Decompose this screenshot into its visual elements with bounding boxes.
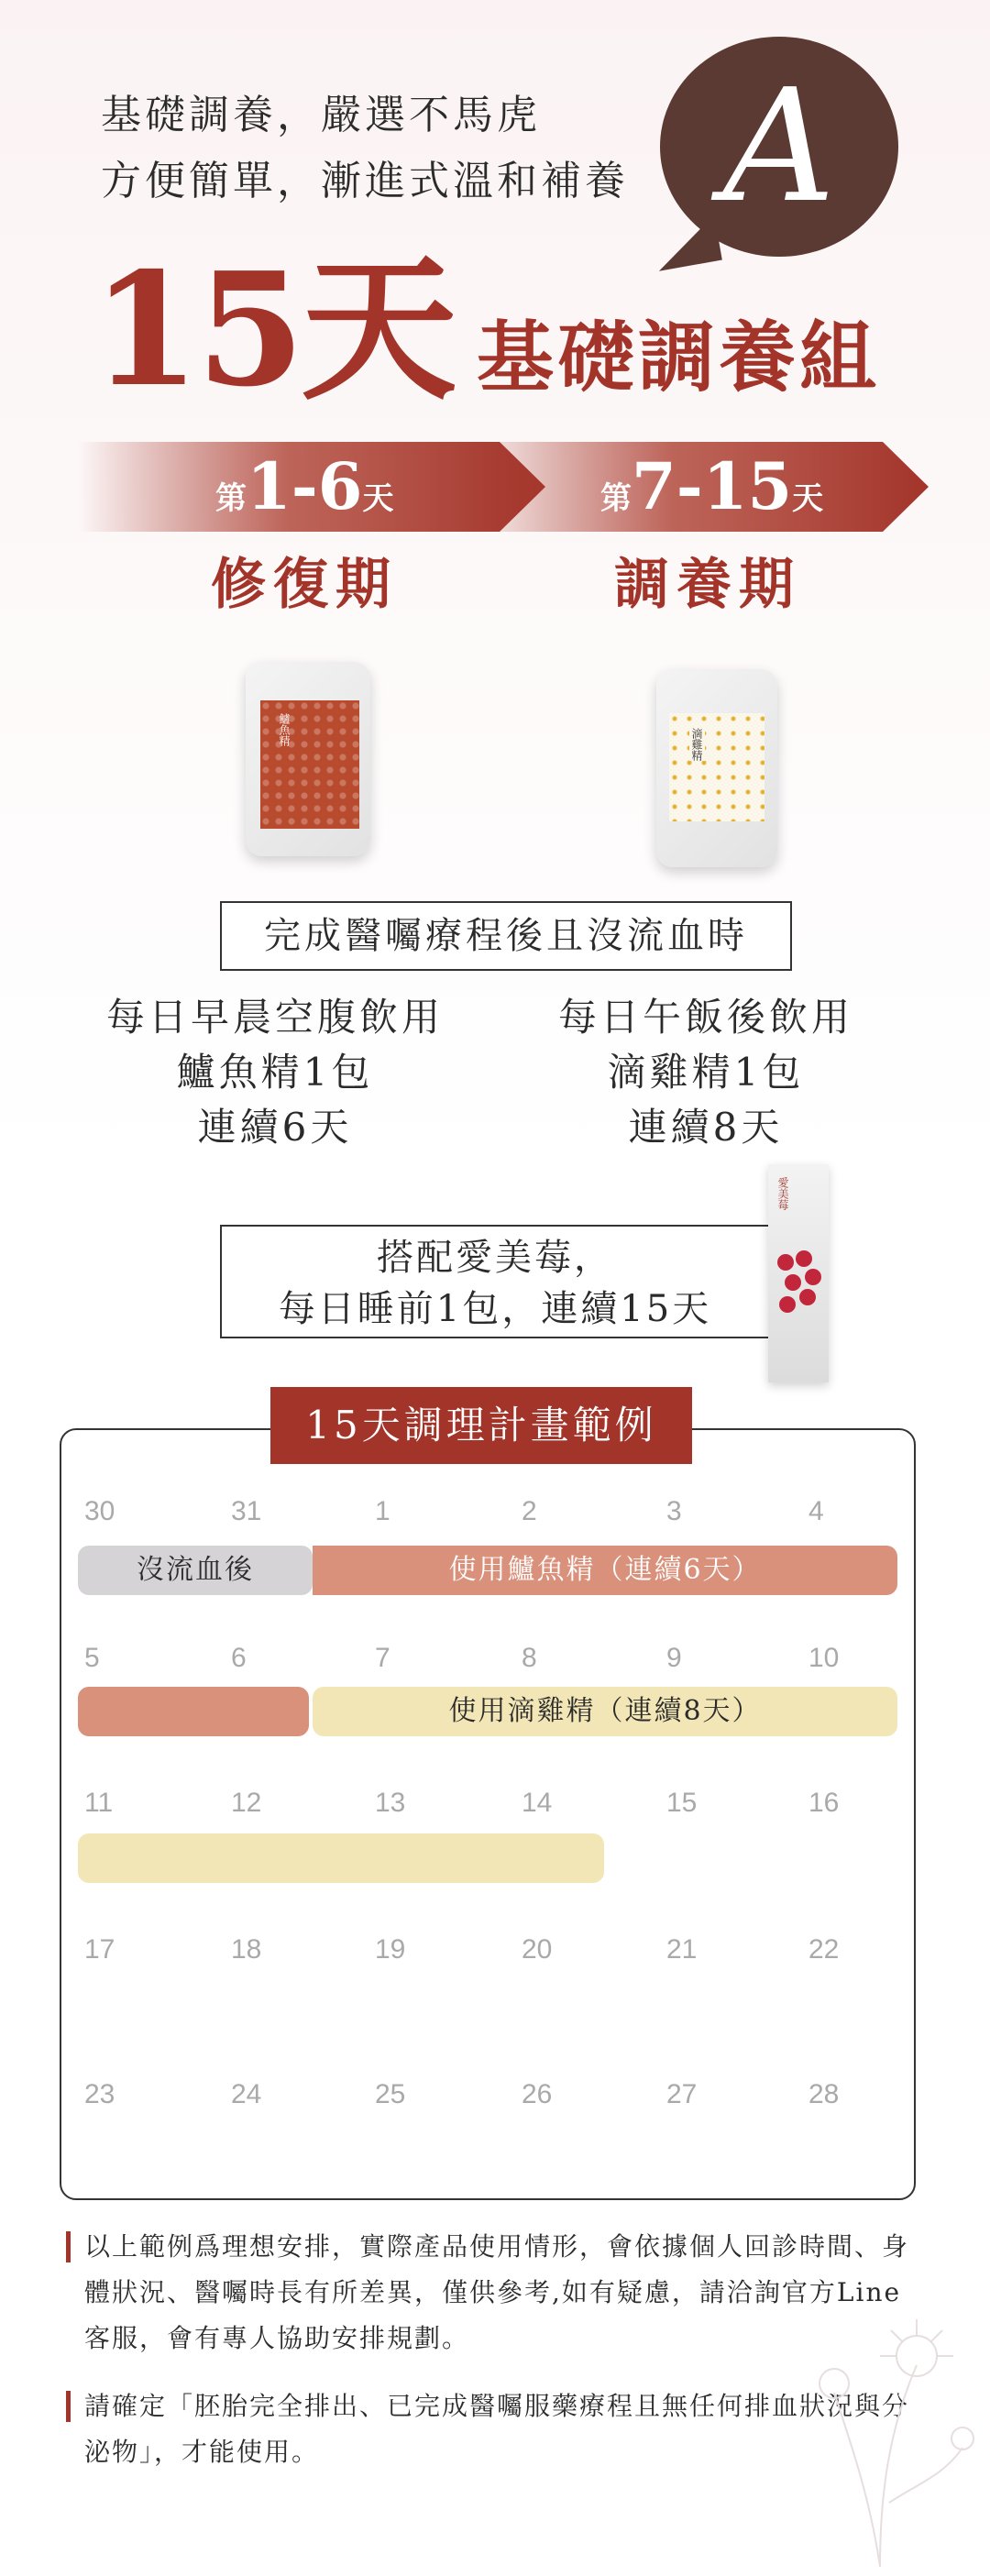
instruction-chicken: 每日午飯後飲用 滴雞精1包 連續8天: [557, 995, 853, 1150]
pouch-label: 滴雞精: [669, 713, 764, 821]
day-number: 25: [375, 2079, 406, 2109]
day-number: 8: [522, 1643, 537, 1673]
day-number: 13: [375, 1788, 406, 1818]
day-number: 17: [84, 1934, 116, 1965]
stick-label: 愛美莓: [776, 1177, 789, 1210]
bar-fish-essence: 使用鱸魚精（連續6天）: [313, 1546, 897, 1595]
day-number: 31: [231, 1496, 262, 1526]
intro-line-2: 方便簡單，漸進式溫和補養: [101, 158, 629, 204]
day-number: 20: [522, 1934, 553, 1965]
title-days: 15天: [92, 238, 454, 422]
day-number: 18: [231, 1934, 262, 1965]
note-usage-condition: 請確定「胚胎完全排出、已完成醫囑服藥療程且無任何排血狀況與分泌物」，才能使用。: [66, 2383, 928, 2475]
day-number: 2: [522, 1496, 537, 1526]
day-number: 4: [808, 1496, 824, 1526]
day-number: 21: [666, 1934, 698, 1965]
day-number: 19: [375, 1934, 406, 1965]
day-number: 14: [522, 1788, 553, 1818]
berry-stick-pack-image: [768, 1164, 829, 1382]
bar-chicken-essence-cont: [78, 1833, 604, 1883]
badge-speech-bubble: [660, 37, 898, 257]
flower-sketch-decoration: [779, 2264, 981, 2567]
day-number: 23: [84, 2079, 116, 2109]
day-number: 3: [666, 1496, 682, 1526]
note-accent-bar: [66, 2231, 71, 2262]
phase-2-name: 調養期: [614, 553, 801, 617]
day-number: 27: [666, 2079, 698, 2109]
note-accent-bar: [66, 2391, 71, 2422]
day-number: 16: [808, 1788, 840, 1818]
chicken-essence-pouch-image: [656, 669, 777, 867]
day-number: 1: [375, 1496, 390, 1526]
title-set-name: 基礎調養組: [477, 312, 881, 402]
fish-essence-pouch-image: [246, 662, 370, 856]
day-number: 22: [808, 1934, 840, 1965]
intro-line-1: 基礎調養，嚴選不馬虎: [101, 92, 541, 138]
condition-box: 完成醫囑療程後且沒流血時: [220, 901, 792, 971]
badge-letter: A: [722, 56, 836, 237]
intro-text: [101, 83, 629, 215]
day-number: 9: [666, 1643, 682, 1673]
day-number: 10: [808, 1643, 840, 1673]
phase-1-name: 修復期: [211, 553, 398, 617]
bar-fish-essence-cont: [78, 1687, 309, 1736]
calendar-title: 15天調理計畫範例: [270, 1387, 692, 1464]
day-number: 15: [666, 1788, 698, 1818]
phase-arrow-2: [463, 442, 929, 532]
plan-calendar: [60, 1428, 916, 2200]
day-number: 30: [84, 1496, 116, 1526]
berries-icon: [774, 1249, 823, 1318]
day-number: 26: [522, 2079, 553, 2109]
day-number: 28: [808, 2079, 840, 2109]
bar-after-bleeding: 沒流血後: [78, 1546, 313, 1595]
day-number: 11: [84, 1788, 114, 1818]
phase-2-label: 第7-15天: [600, 448, 824, 524]
phase-1-label: 第1-6天: [215, 448, 394, 524]
instruction-fish: 每日早晨空腹飲用 鱸魚精1包 連續6天: [105, 995, 444, 1150]
pouch-label: 鱸魚精: [260, 700, 359, 829]
day-number: 5: [84, 1643, 100, 1673]
bar-chicken-essence: 使用滴雞精（連續8天）: [313, 1687, 897, 1736]
addon-box: 搭配愛美莓， 每日睡前1包，連續15天: [220, 1225, 770, 1338]
day-number: 6: [231, 1643, 247, 1673]
day-number: 12: [231, 1788, 262, 1818]
day-number: 7: [375, 1643, 390, 1673]
note-schedule-disclaimer: 以上範例爲理想安排，實際產品使用情形，會依據個人回診時間、身體狀況、醫囑時長有所差異，僅供參考,如有疑慮，請洽詢官方Line客服，會有專人協助安排規劃。: [66, 2224, 928, 2361]
day-number: 24: [231, 2079, 262, 2109]
